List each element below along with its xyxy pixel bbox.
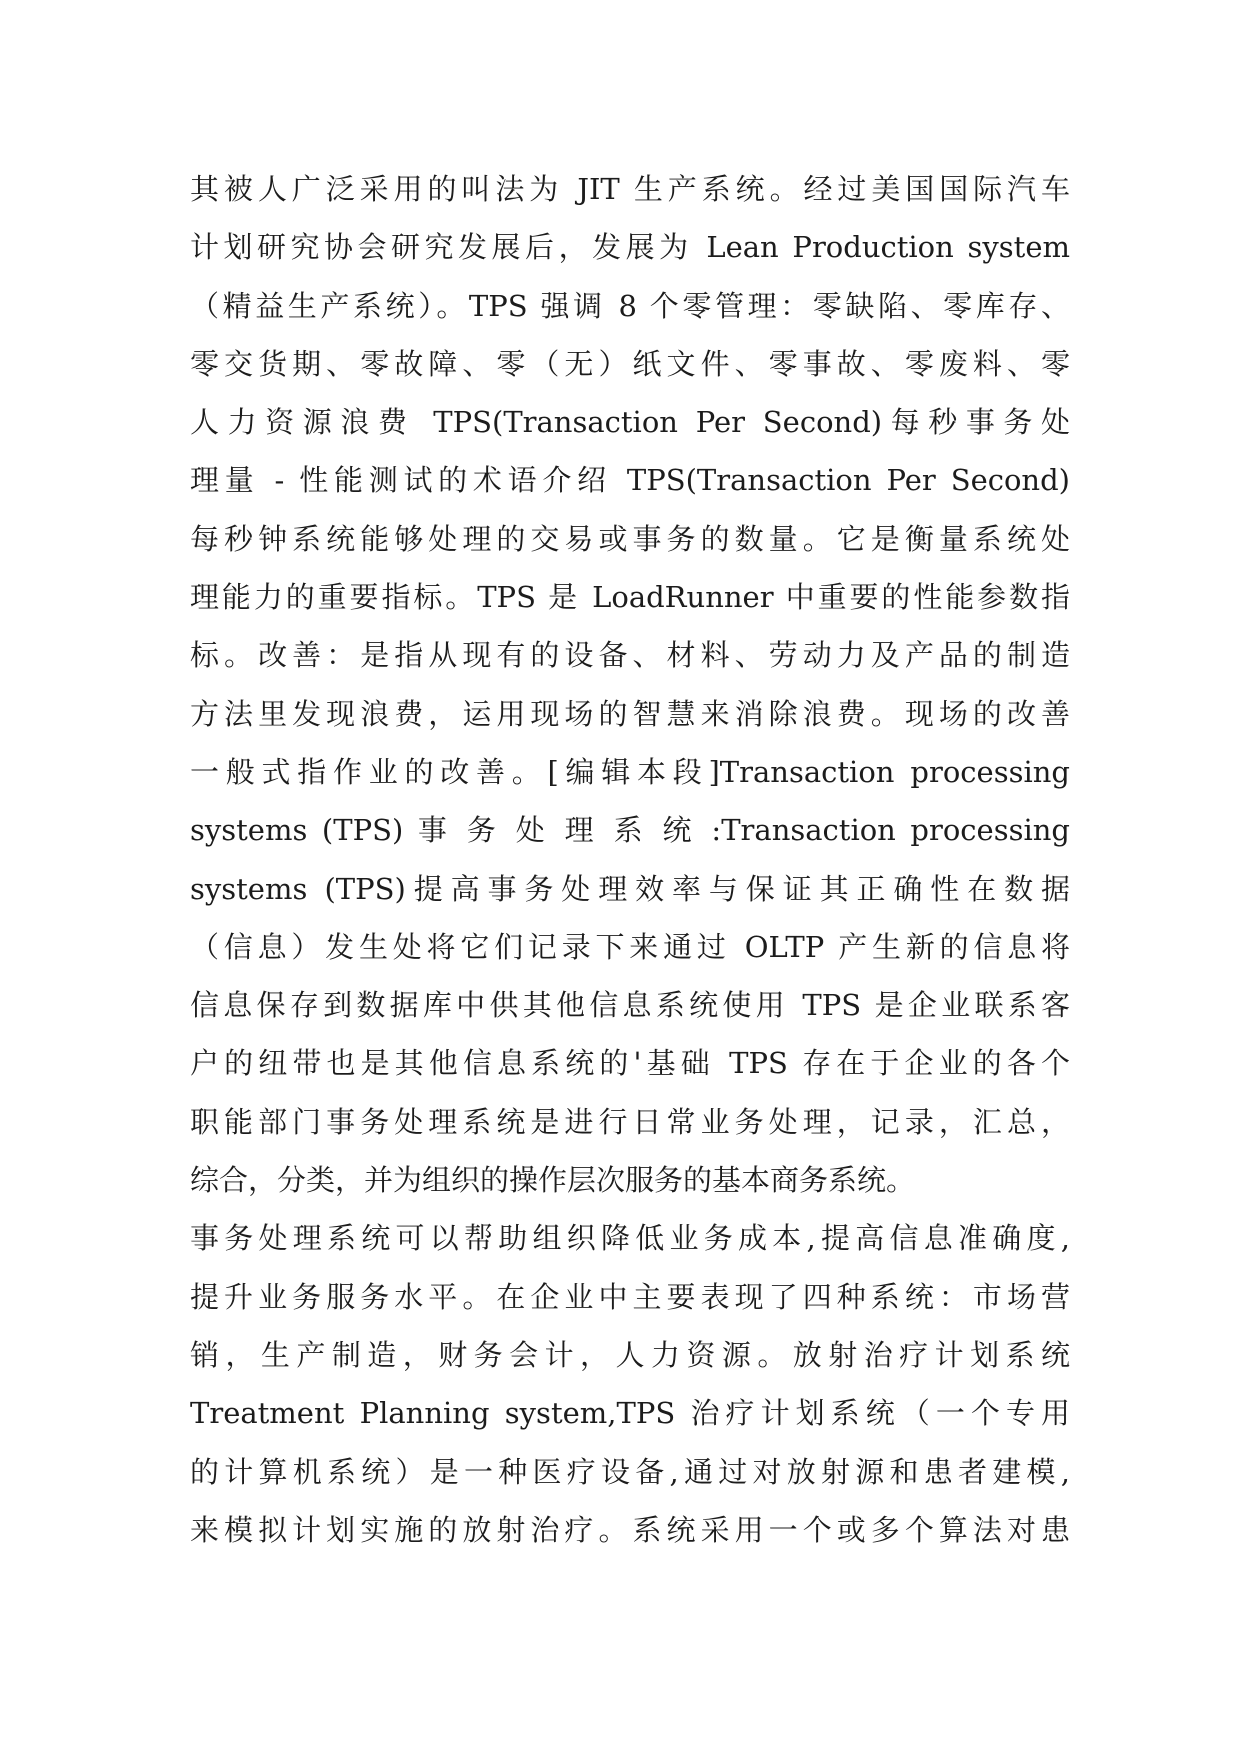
text-line-1: 其被人广泛采用的叫法为 JIT 生产系统。经过美国国际汽车 (190, 172, 1070, 206)
text-line-13: systems (TPS)提高事务处理效率与保证其正确性在数据 (190, 871, 1070, 906)
text-line-8: 理能力的重要指标。TPS 是 LoadRunner 中重要的性能参数指 (190, 580, 1070, 615)
text-line-9: 标。改善：是指从现有的设备、材料、劳动力及产品的制造 (190, 638, 1070, 673)
text-line-19: 事务处理系统可以帮助组织降低业务成本,提高信息准确度, (190, 1221, 1070, 1256)
text-line-21: 销，生产制造，财务会计，人力资源。放射治疗计划系统 (190, 1337, 1070, 1372)
text-line-11: 一般式指作业的改善。[编辑本段]Transaction processing (190, 754, 1070, 789)
text-line-24: 来模拟计划实施的放射治疗。系统采用一个或多个算法对患 (190, 1512, 1070, 1547)
text-line-14: （信息）发生处将它们记录下来通过 OLTP 产生新的信息将 (190, 929, 1070, 964)
text-line-3: （精益生产系统）。TPS 强调 8 个零管理：零缺陷、零库存、 (190, 288, 1070, 323)
text-line-18: 综合，分类，并为组织的操作层次服务的基本商务系统。 (190, 1163, 916, 1198)
text-line-5: 人力资源浪费 TPS(Transaction Per Second)每秒事务处 (190, 405, 1070, 440)
text-line-20: 提升业务服务水平。在企业中主要表现了四种系统：市场营 (190, 1279, 1070, 1314)
text-line-12: systems (TPS) 事 务 处 理 系 统 :Transaction processing (190, 813, 1070, 848)
text-line-17: 职能部门事务处理系统是进行日常业务处理，记录，汇总， (190, 1104, 1070, 1139)
text-line-16: 户的纽带也是其他信息系统的'基础 TPS 存在于企业的各个 (190, 1046, 1070, 1081)
text-line-22: Treatment Planning system,TPS 治疗计划系统（一个专用 (190, 1396, 1070, 1431)
text-line-4: 零交货期、零故障、零（无）纸文件、零事故、零废料、零 (190, 346, 1070, 381)
text-line-23: 的计算机系统）是一种医疗设备,通过对放射源和患者建模, (190, 1454, 1070, 1489)
text-line-7: 每秒钟系统能够处理的交易或事务的数量。它是衡量系统处 (190, 521, 1070, 556)
text-line-15: 信息保存到数据库中供其他信息系统使用 TPS 是企业联系客 (190, 988, 1070, 1023)
text-line-2: 计划研究协会研究发展后，发展为 Lean Production system (190, 230, 1070, 265)
text-line-6: 理量 - 性能测试的术语介绍 TPS(Transaction Per Second) (190, 463, 1070, 498)
text-line-10: 方法里发现浪费，运用现场的智慧来消除浪费。现场的改善 (190, 696, 1070, 731)
body-text (190, 160, 1070, 1559)
